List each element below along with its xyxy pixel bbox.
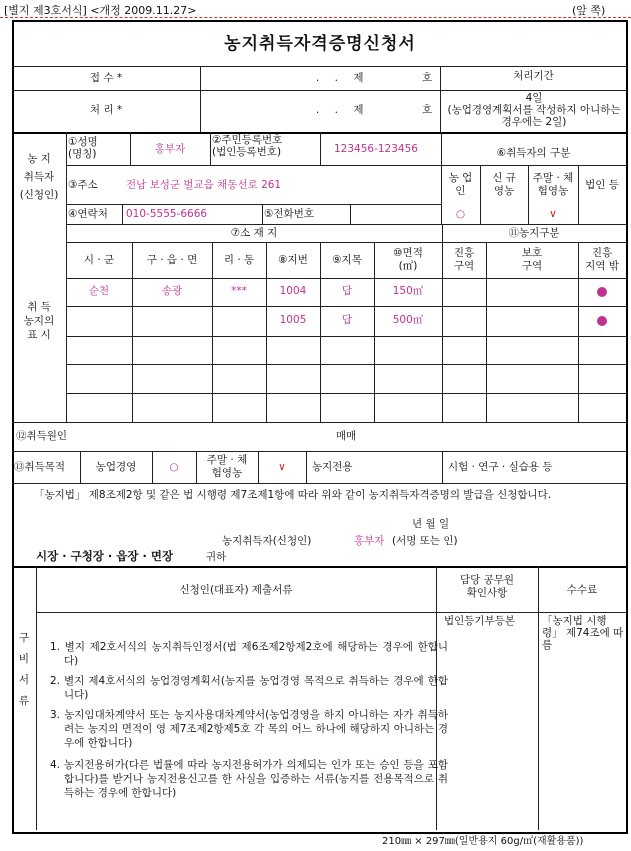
type-corp-label: 법인 등 bbox=[585, 179, 619, 191]
documents-header: 신청인(대표자) 제출서류 bbox=[179, 584, 293, 596]
application-date: 년 월 일 bbox=[412, 518, 450, 530]
row2-area: 500㎡ bbox=[392, 314, 424, 326]
contact-label: ④연락처 bbox=[68, 208, 108, 220]
receipt-label: 접 수 * bbox=[89, 72, 123, 84]
document-item-4: 4. 농지전용허가(다른 법률에 따라 농지전용허가가 의제되는 인가 또는 승인 등을 포함합니다)를 받거나 농지전용신고를 한 사실을 입증하는 서류(농지를 전용목적으로 취득하는 경우에 한합니다) bbox=[50, 759, 448, 799]
purpose-farming: 농업경영 bbox=[95, 461, 137, 473]
farmer-mark: ○ bbox=[455, 208, 466, 220]
row1-ri: *** bbox=[231, 285, 247, 297]
phone-label: ⑤전화번호 bbox=[264, 208, 314, 220]
applicant-section-label: 농 지 취득자 (신청인) bbox=[19, 153, 59, 201]
type-farmer-label: 농 업 인 bbox=[448, 172, 473, 197]
location-label: ⑦소 재 지 bbox=[230, 227, 278, 239]
row1-outside-mark bbox=[597, 287, 607, 297]
official-check-header: 담당 공무원 확인사항 bbox=[459, 574, 515, 599]
document-item-1: 1. 별지 제2호서식의 농지취득인정서(법 제6조제2항제2호에 해당하는 경우에 한합니다) bbox=[50, 641, 448, 667]
row1-eup: 송광 bbox=[161, 285, 183, 297]
addressee: 시장 · 구청장 · 읍장 · 면장 bbox=[36, 549, 174, 563]
cause-value: 매매 bbox=[335, 430, 357, 442]
application-statement: 「농지법」 제8조제2항 및 같은 법 시행령 제7조제1항에 따라 위와 같이 농지취득자격증명의 발급을 신청합니다. bbox=[34, 489, 552, 501]
official-check-value: 법인등기부등본 bbox=[444, 615, 516, 627]
col-si: 시 · 군 bbox=[83, 254, 115, 266]
applicant-signature-name: 홍부자 bbox=[354, 535, 385, 547]
documents-side-label: 구 비 서 류 bbox=[18, 632, 30, 707]
col-boho: 보호 구역 bbox=[521, 247, 543, 272]
document-item-2: 2. 별지 제4호서식의 농업경영계획서(농지를 농업경영 목적으로 취득하는 경우에 한합니다) bbox=[50, 675, 448, 701]
fee-header: 수수료 bbox=[566, 584, 598, 596]
col-outside: 진흥 지역 밖 bbox=[585, 247, 619, 272]
type-new-label: 신 규 영농 bbox=[492, 172, 516, 197]
purpose-weekend: 주말 · 체 험영농 bbox=[206, 454, 248, 479]
id-value: 123456-123456 bbox=[334, 143, 418, 155]
row1-jimok: 답 bbox=[341, 285, 353, 297]
purpose-weekend-mark: ∨ bbox=[278, 461, 286, 473]
paper-spec-footer: 210㎜ × 297㎜(일반용지 60g/㎡(재활용품)) bbox=[382, 836, 584, 847]
col-area: ⑩면적 (㎡) bbox=[393, 247, 423, 272]
processing-period-label: 처리기간 bbox=[513, 70, 554, 82]
address-label: ③주소 bbox=[68, 179, 98, 191]
process-number: . . 제 bbox=[316, 104, 370, 116]
receipt-number: . . 제 bbox=[316, 72, 370, 84]
purpose-conversion: 농지전용 bbox=[312, 461, 353, 473]
id-label: ②주민등록번호 (법인등록번호) bbox=[212, 134, 283, 158]
col-ri: 리 · 동 bbox=[223, 254, 255, 266]
zone-label: ⑪농지구분 bbox=[508, 227, 560, 239]
row1-si: 순천 bbox=[88, 285, 110, 297]
purpose-label: ⑬취득목적 bbox=[14, 461, 66, 473]
name-value: 홍부자 bbox=[154, 143, 186, 155]
col-jinhung: 진흥 구역 bbox=[453, 247, 475, 272]
process-label: 처 리 * bbox=[89, 104, 123, 116]
name-label: ①성명 (명칭) bbox=[68, 136, 98, 160]
col-eup: 구 · 읍 · 면 bbox=[146, 254, 198, 266]
row2-outside-mark bbox=[597, 316, 607, 326]
row1-jibun: 1004 bbox=[279, 285, 307, 297]
page-side-label: (앞 쪽) bbox=[572, 4, 606, 17]
form-number: [별지 제3호서식] <개정 2009.11.27> bbox=[4, 4, 197, 17]
col-jibun: ⑧지번 bbox=[278, 254, 308, 266]
purpose-research: 시험 · 연구 · 실습용 등 bbox=[448, 461, 553, 473]
processing-period-value: 4일 (농업경영계획서를 작성하지 아니하는 경우에는 2일) bbox=[447, 92, 621, 128]
cause-label: ⑫취득원인 bbox=[16, 430, 68, 442]
document-item-3: 3. 농지임대차계약서 또는 농지사용대차계약서(농업경영을 하지 아니하는 자가 취득하려는 농지의 면적이 영 제7조제2항제5호 각 목의 어느 하나에 해당하지 아니하는 경우에 한합니다) bbox=[50, 709, 448, 749]
fee-value: 「농지법 시행령」 제74조에 따름 bbox=[542, 615, 624, 651]
land-section-label: 취 득 농지의 표 시 bbox=[23, 301, 55, 341]
signature-note: (서명 또는 인) bbox=[392, 535, 458, 547]
applicant-signature-label: 농지취득자(신청인) bbox=[222, 535, 312, 547]
type-weekend-label: 주말 · 체 험영농 bbox=[532, 172, 574, 197]
receipt-ho: 호 bbox=[422, 72, 433, 84]
contact-value: 010-5555-6666 bbox=[126, 208, 208, 220]
addressee-suffix: 귀하 bbox=[206, 551, 227, 563]
weekend-mark: ∨ bbox=[549, 208, 557, 220]
process-ho: 호 bbox=[422, 104, 433, 116]
purpose-farming-mark: ○ bbox=[169, 461, 179, 473]
form-title: 농지취득자격증명신청서 bbox=[224, 34, 416, 54]
row2-jibun: 1005 bbox=[279, 314, 307, 326]
address-value: 전남 보성군 벌교읍 채동선로 261 bbox=[126, 179, 282, 191]
row1-area: 150㎡ bbox=[392, 285, 424, 297]
row2-jimok: 답 bbox=[341, 314, 353, 326]
acquirer-type-label: ⑥취득자의 구분 bbox=[496, 147, 571, 159]
col-jimok: ⑨지목 bbox=[332, 254, 362, 266]
